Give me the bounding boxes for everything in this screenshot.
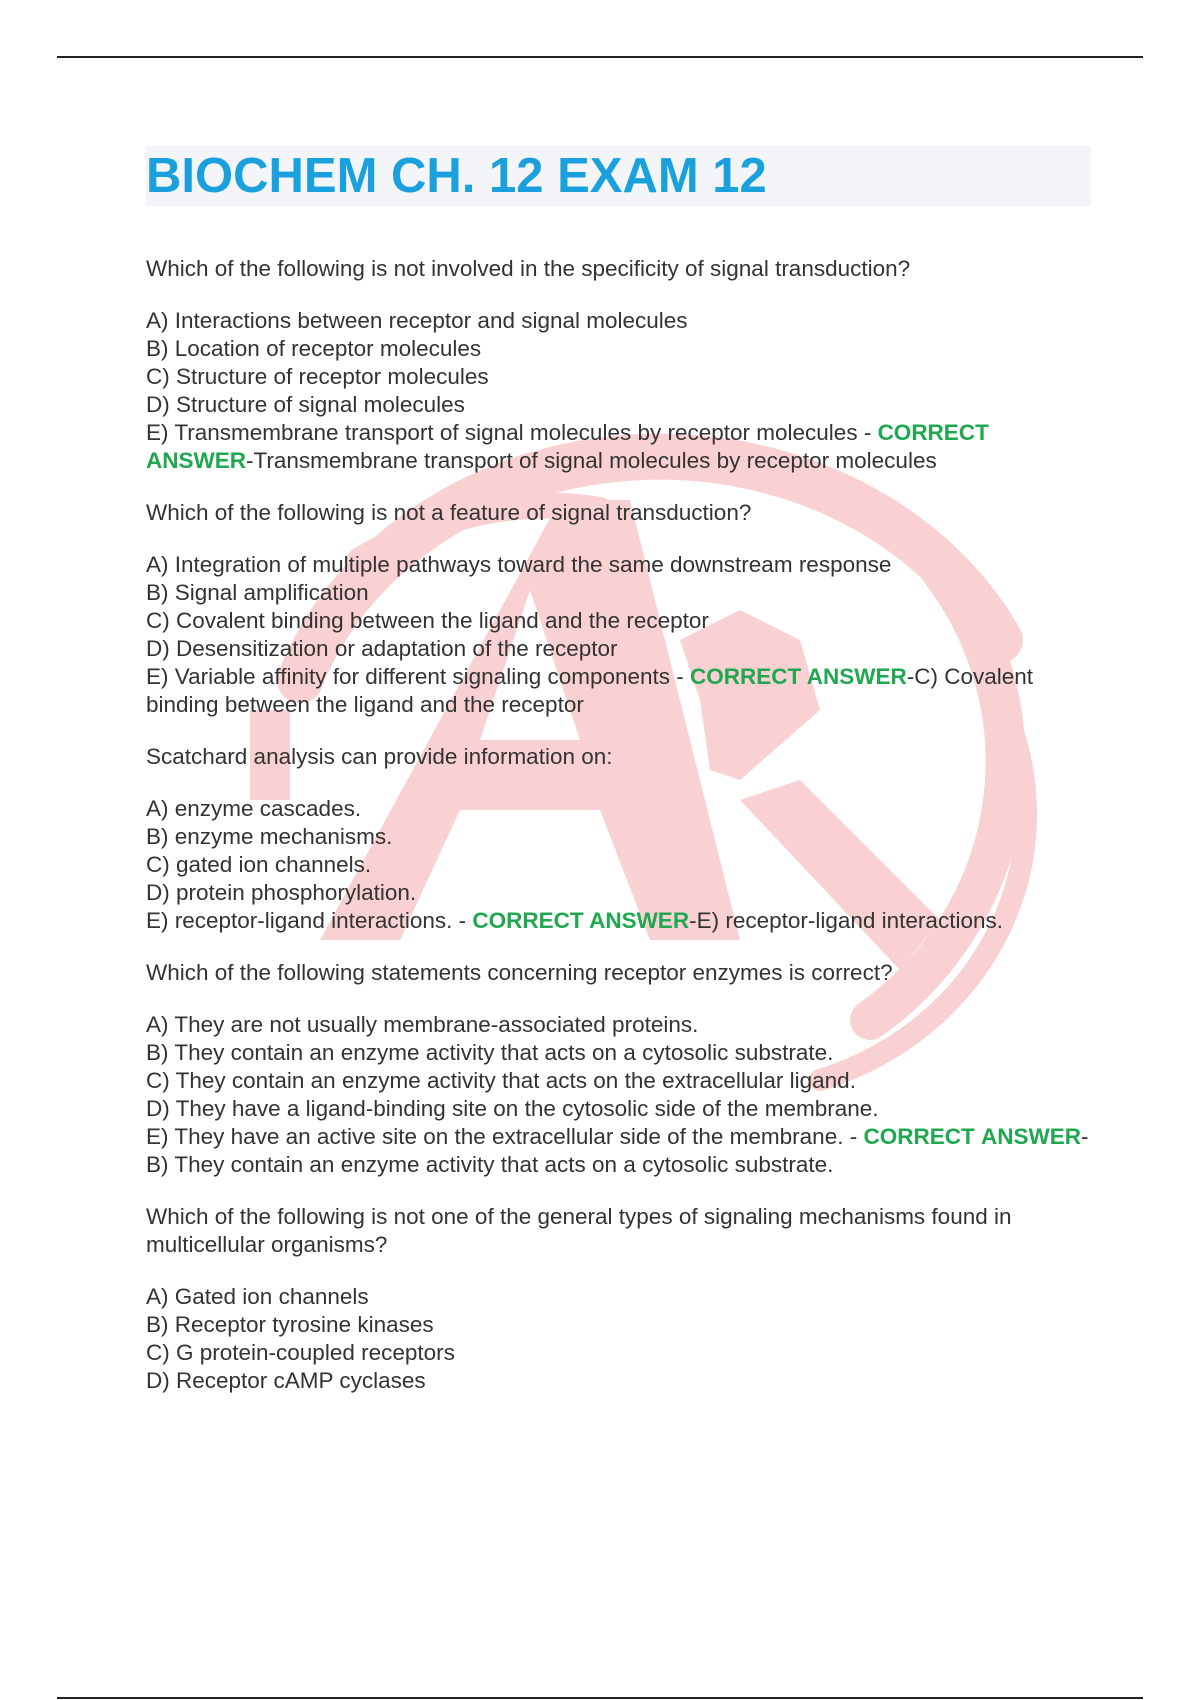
question-text: Which of the following is not a feature of signal transduction? [146, 500, 752, 525]
question-text: Which of the following is not one of the general types of signaling mechanisms found in multicellular organisms? [146, 1204, 1012, 1257]
correct-answer-label: CORRECT [877, 420, 989, 445]
question-block-2 [146, 499, 1091, 719]
option-b: B) enzyme mechanisms. [146, 824, 393, 849]
option-d: D) They have a ligand-binding site on the cytosolic side of the membrane. [146, 1096, 879, 1121]
option-b: B) Signal amplification [146, 580, 369, 605]
question-text: Which of the following statements concerning receptor enzymes is correct? [146, 960, 893, 985]
option-c: C) They contain an enzyme activity that acts on the extracellular ligand. [146, 1068, 856, 1093]
option-c: C) Covalent binding between the ligand and the receptor [146, 608, 709, 633]
question-text: Which of the following is not involved in the specificity of signal transduction? [146, 256, 911, 281]
option-d: D) Receptor cAMP cyclases [146, 1368, 426, 1393]
correct-answer-label: CORRECT ANSWER [690, 664, 907, 689]
question-text: Scatchard analysis can provide information on: [146, 744, 613, 769]
option-a: A) They are not usually membrane-associated proteins. [146, 1012, 699, 1037]
option-a: A) Gated ion channels [146, 1284, 369, 1309]
option-a: A) enzyme cascades. [146, 796, 362, 821]
question-block-4 [146, 959, 1091, 1179]
option-c: C) gated ion channels. [146, 852, 372, 877]
answer-text: -C) Covalent binding between the ligand and the receptor [146, 664, 1034, 717]
question-block-3 [146, 743, 1091, 935]
correct-answer-label: CORRECT [863, 1124, 975, 1149]
option-e-with-answer [146, 1123, 1091, 1179]
option-e: E) Transmembrane transport of signal molecules by receptor molecules - [146, 420, 878, 445]
option-a: A) Integration of multiple pathways toward the same downstream response [146, 552, 892, 577]
question-block-1 [146, 255, 1091, 475]
option-c: C) G protein-coupled receptors [146, 1340, 455, 1365]
option-list [146, 1011, 1091, 1179]
answer-text: -E) receptor-ligand interactions. [689, 908, 1003, 933]
correct-answer-label-2: ANSWER [146, 448, 246, 473]
option-a: A) Interactions between receptor and signal molecules [146, 308, 688, 333]
option-d: D) protein phosphorylation. [146, 880, 417, 905]
option-list [146, 1283, 1091, 1395]
option-d: D) Structure of signal molecules [146, 392, 465, 417]
option-e-with-answer [146, 419, 1091, 475]
answer-text: -Transmembrane transport of signal molecules by receptor molecules [246, 448, 937, 473]
question-block-5 [146, 1203, 1091, 1395]
option-c: C) Structure of receptor molecules [146, 364, 489, 389]
option-b: B) They contain an enzyme activity that acts on a cytosolic substrate. [146, 1040, 834, 1065]
option-e: E) Variable affinity for different signaling components - [146, 664, 691, 689]
option-e-with-answer [146, 907, 1091, 935]
option-list [146, 551, 1091, 719]
correct-answer-label: CORRECT ANSWER [472, 908, 690, 933]
option-d: D) Desensitization or adaptation of the receptor [146, 636, 618, 661]
option-b: B) Location of receptor molecules [146, 336, 482, 361]
correct-answer-label-2: ANSWER [980, 1124, 1081, 1149]
answer-text: -B) They contain an enzyme activity that acts on a cytosolic substrate. [146, 1124, 1089, 1177]
title-band [146, 146, 1091, 206]
option-list [146, 307, 1091, 475]
option-list [146, 795, 1091, 935]
option-b: B) Receptor tyrosine kinases [146, 1312, 434, 1337]
option-e-with-answer [146, 663, 1091, 719]
option-e: E) receptor-ligand interactions. - [146, 908, 473, 933]
top-rule [57, 56, 1143, 58]
document-title: BIOCHEM CH. 12 EXAM 12 [146, 149, 767, 203]
bottom-rule [57, 1697, 1143, 1699]
document-body [146, 146, 1091, 1395]
option-e: E) They have an active site on the extracellular side of the membrane. - [146, 1124, 864, 1149]
